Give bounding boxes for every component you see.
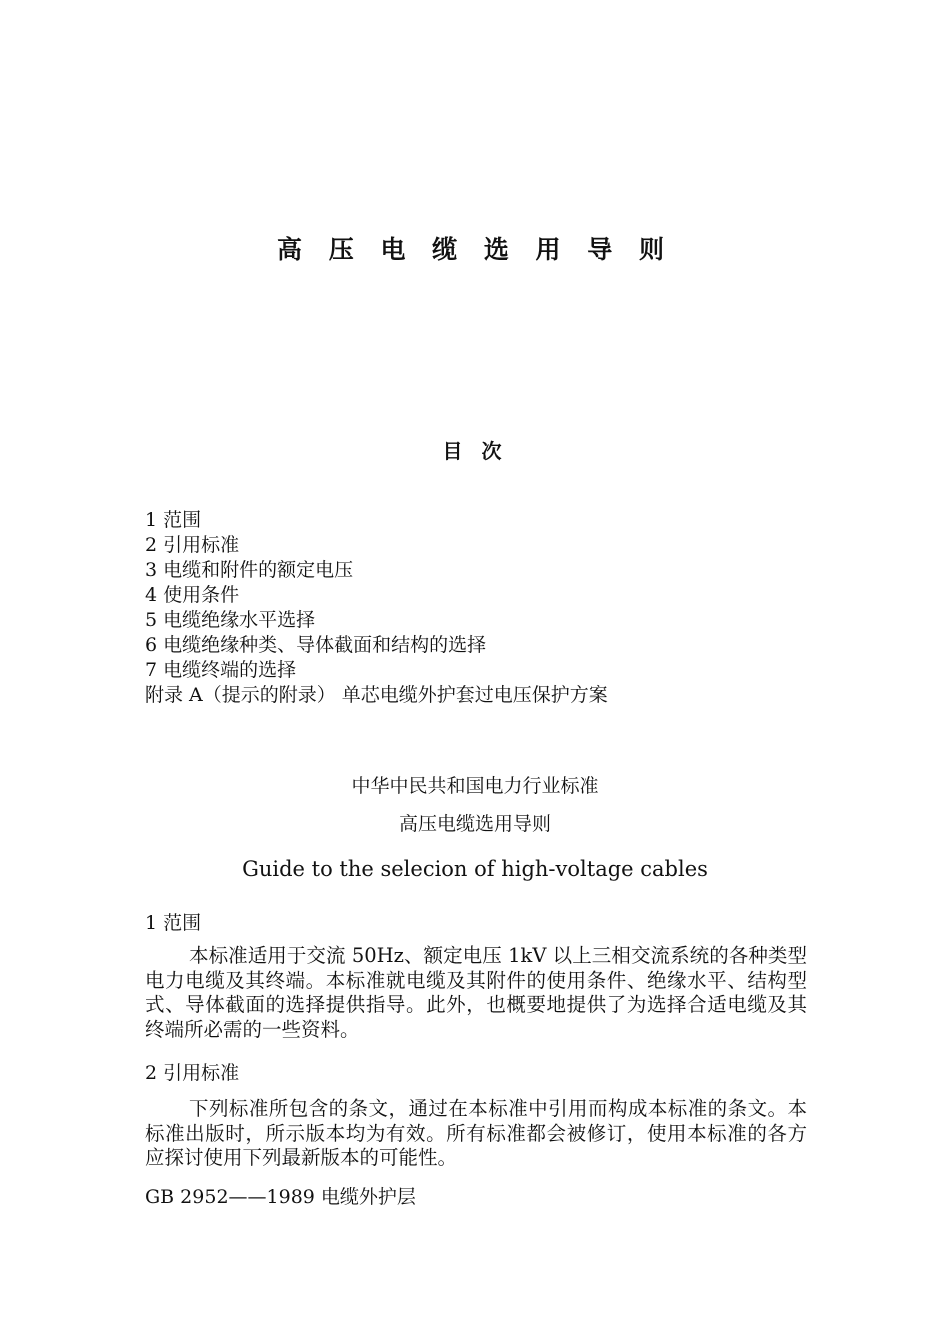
standard-title-english: Guide to the selecion of high-voltage cables: [242, 857, 708, 881]
section-heading-scope: 1 范围: [145, 912, 202, 934]
toc-item-rated-voltage[interactable]: 3 电缆和附件的额定电压: [145, 559, 354, 581]
toc-item-insulation-type[interactable]: 6 电缆绝缘种类、导体截面和结构的选择: [145, 634, 487, 656]
toc-item-references[interactable]: 2 引用标准: [145, 534, 240, 556]
toc-item-scope[interactable]: 1 范围: [145, 509, 202, 531]
document-title: 高 压 电 缆 选 用 导 则: [277, 235, 673, 264]
standard-title-chinese: 高压电缆选用导则: [398, 813, 551, 835]
section-paragraph-references: 下列标准所包含的条文，通过在本标准中引用而构成本标准的条文。本标准出版时，所示版本均为有效。所有标准都会被修订，使用本标准的各方应探讨使用下列最新版本的可能性。: [145, 1097, 807, 1169]
toc-item-insulation-level[interactable]: 5 电缆绝缘水平选择: [145, 609, 316, 631]
toc-item-conditions[interactable]: 4 使用条件: [145, 584, 240, 606]
section-paragraph-scope: 本标准适用于交流 50Hz、额定电压 1kV 以上三相交流系统的各种类型电力电缆及其终端。本标准就电缆及其附件的使用条件、绝缘水平、结构型式、导体截面的选择提供指导。此外，也概要地提供了为选择合适电缆及其终端所必需的一些资料。: [145, 944, 807, 1041]
toc-item-appendix-a[interactable]: 附录 A（提示的附录） 单芯电缆外护套过电压保护方案: [145, 684, 608, 706]
table-of-contents: [145, 508, 608, 708]
section-heading-references: 2 引用标准: [145, 1062, 240, 1084]
standard-organization: 中华中民共和国电力行业标准: [351, 775, 599, 797]
toc-item-termination[interactable]: 7 电缆终端的选择: [145, 659, 297, 681]
toc-heading: 目 次: [442, 439, 508, 463]
reference-item: GB 2952——1989 电缆外护层: [145, 1186, 416, 1208]
